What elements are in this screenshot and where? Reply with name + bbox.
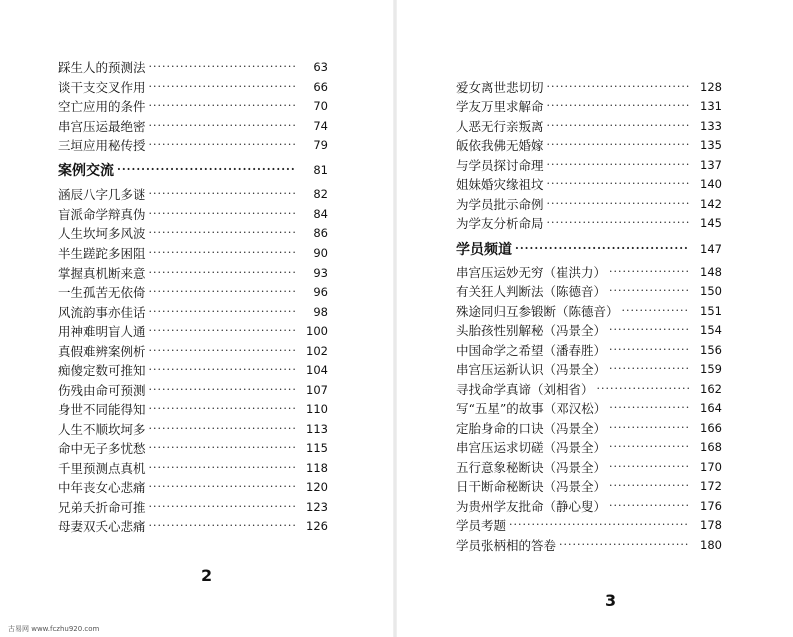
toc-leader-dots bbox=[547, 97, 689, 115]
toc-entry bbox=[58, 478, 328, 496]
toc-leader-dots bbox=[547, 175, 689, 193]
toc-entry-page: 63 bbox=[313, 60, 328, 74]
toc-entry-title: 寻找命学真谛（刘相省） bbox=[456, 382, 594, 397]
toc-entry-page: 98 bbox=[313, 305, 328, 319]
toc-leader-dots bbox=[149, 97, 295, 115]
toc-entry bbox=[456, 419, 722, 437]
toc-entry-page: 81 bbox=[313, 163, 328, 177]
toc-leader-dots bbox=[609, 399, 689, 417]
toc-entry bbox=[58, 136, 328, 154]
toc-entry bbox=[58, 439, 328, 457]
toc-entry-page: 150 bbox=[700, 284, 722, 298]
toc-entry bbox=[58, 97, 328, 115]
toc-entry bbox=[456, 497, 722, 515]
toc-entry-page: 107 bbox=[306, 383, 328, 397]
toc-entry bbox=[456, 380, 722, 398]
toc-entry-page: 154 bbox=[700, 323, 722, 337]
toc-entry bbox=[456, 321, 722, 339]
toc-leader-dots bbox=[609, 321, 689, 339]
toc-entry-page: 131 bbox=[700, 99, 722, 113]
toc-leader-dots bbox=[149, 478, 295, 496]
toc-entry bbox=[456, 214, 722, 232]
toc-entry-page: 137 bbox=[700, 158, 722, 172]
toc-entry-page: 145 bbox=[700, 216, 722, 230]
toc-entry bbox=[456, 360, 722, 378]
toc-entry-page: 164 bbox=[700, 401, 722, 415]
toc-leader-dots bbox=[149, 224, 295, 242]
toc-leader-dots bbox=[559, 536, 689, 554]
toc-entry-title: 学员考题 bbox=[456, 518, 507, 533]
toc-entry bbox=[58, 342, 328, 360]
toc-entry bbox=[58, 185, 328, 203]
toc-entry-page: 79 bbox=[313, 138, 328, 152]
toc-entry bbox=[456, 97, 722, 115]
toc-entry-page: 128 bbox=[700, 80, 722, 94]
toc-entry-page: 148 bbox=[700, 265, 722, 279]
toc-entry-page: 168 bbox=[700, 440, 722, 454]
toc-entry bbox=[58, 400, 328, 418]
toc-entry bbox=[456, 175, 722, 193]
toc-entry-page: 74 bbox=[313, 119, 328, 133]
toc-entry-title: 盲派命学辩真伪 bbox=[58, 207, 146, 222]
toc-entry-title: 五行意象秘断诀（冯景全） bbox=[456, 460, 607, 475]
toc-leader-dots bbox=[149, 517, 295, 535]
toc-entry-page: 166 bbox=[700, 421, 722, 435]
toc-entry bbox=[456, 458, 722, 476]
toc-entry bbox=[456, 477, 722, 495]
toc-entry bbox=[456, 516, 722, 534]
toc-entry-title: 串宫压运新认识（冯景全） bbox=[456, 362, 607, 377]
toc-entry bbox=[58, 459, 328, 477]
toc-entry-title: 真假难辨案例析 bbox=[58, 344, 146, 359]
left-page-number: 2 bbox=[201, 566, 213, 585]
toc-entry bbox=[456, 195, 722, 213]
toc-entry-title: 痴傻定数可推知 bbox=[58, 363, 146, 378]
toc-entry-title: 中年丧女心悲痛 bbox=[58, 480, 146, 495]
toc-leader-dots bbox=[149, 78, 295, 96]
toc-leader-dots bbox=[149, 342, 295, 360]
toc-section-heading bbox=[456, 240, 722, 258]
toc-entry-page: 102 bbox=[306, 344, 328, 358]
toc-entry bbox=[456, 263, 722, 281]
toc-entry-page: 115 bbox=[306, 441, 328, 455]
toc-leader-dots bbox=[117, 161, 295, 179]
toc-entry-title: 定胎身命的口诀（冯景全） bbox=[456, 421, 607, 436]
toc-entry-title: 写“五星”的故事（邓汉松） bbox=[456, 401, 607, 416]
toc-entry-title: 一生孤苦无依倚 bbox=[58, 285, 146, 300]
toc-entry-title: 为学员批示命例 bbox=[456, 197, 544, 212]
toc-entry bbox=[456, 399, 722, 417]
toc-entry bbox=[456, 136, 722, 154]
toc-leader-dots bbox=[622, 302, 689, 320]
toc-leader-dots bbox=[149, 459, 295, 477]
toc-entry-page: 66 bbox=[313, 80, 328, 94]
toc-entry-title: 日干断命秘断诀（冯景全） bbox=[456, 479, 607, 494]
toc-entry-title: 姐妹婚灾缘祖坟 bbox=[456, 177, 544, 192]
toc-entry bbox=[456, 117, 722, 135]
toc-entry-page: 172 bbox=[700, 479, 722, 493]
toc-leader-dots bbox=[149, 117, 295, 135]
toc-entry bbox=[456, 438, 722, 456]
toc-entry-page: 123 bbox=[306, 500, 328, 514]
toc-entry-page: 110 bbox=[306, 402, 328, 416]
toc-leader-dots bbox=[149, 136, 295, 154]
toc-entry bbox=[456, 78, 722, 96]
toc-entry-title: 有关狂人判断法（陈德音） bbox=[456, 284, 607, 299]
toc-entry-title: 串宫压运求切磋（冯景全） bbox=[456, 440, 607, 455]
toc-entry-page: 84 bbox=[313, 207, 328, 221]
toc-entry bbox=[58, 420, 328, 438]
toc-leader-dots bbox=[547, 156, 689, 174]
toc-leader-dots bbox=[609, 458, 689, 476]
toc-entry bbox=[58, 244, 328, 262]
toc-entry-page: 178 bbox=[700, 518, 722, 532]
toc-leader-dots bbox=[149, 400, 295, 418]
toc-entry-title: 半生蹉跎多困阻 bbox=[58, 246, 146, 261]
toc-entry-page: 70 bbox=[313, 99, 328, 113]
toc-entry-page: 159 bbox=[700, 362, 722, 376]
toc-leader-dots bbox=[609, 263, 689, 281]
toc-leader-dots bbox=[609, 341, 689, 359]
toc-entry-page: 176 bbox=[700, 499, 722, 513]
toc-entry-page: 133 bbox=[700, 119, 722, 133]
toc-entry bbox=[58, 361, 328, 379]
toc-leader-dots bbox=[149, 361, 295, 379]
toc-leader-dots bbox=[609, 497, 689, 515]
toc-entry bbox=[58, 322, 328, 340]
toc-entry bbox=[58, 517, 328, 535]
toc-leader-dots bbox=[547, 117, 689, 135]
toc-leader-dots bbox=[609, 282, 689, 300]
toc-entry-title: 爱女离世悲切切 bbox=[456, 80, 544, 95]
toc-entry-page: 118 bbox=[306, 461, 328, 475]
toc-entry bbox=[456, 302, 722, 320]
toc-entry-title: 串宫压运妙无穷（崔洪力） bbox=[456, 265, 607, 280]
toc-entry bbox=[456, 156, 722, 174]
toc-entry-page: 147 bbox=[700, 242, 722, 256]
footer-watermark: 古易网 www.fczhu920.com bbox=[8, 625, 100, 633]
toc-entry-page: 90 bbox=[313, 246, 328, 260]
toc-leader-dots bbox=[597, 380, 689, 398]
toc-leader-dots bbox=[149, 205, 295, 223]
toc-entry bbox=[58, 117, 328, 135]
toc-leader-dots bbox=[547, 214, 689, 232]
toc-entry-page: 142 bbox=[700, 197, 722, 211]
toc-entry-page: 82 bbox=[313, 187, 328, 201]
toc-entry-page: 180 bbox=[700, 538, 722, 552]
toc-leader-dots bbox=[149, 381, 295, 399]
toc-entry-title: 头胎孩性别解秘（冯景全） bbox=[456, 323, 607, 338]
toc-entry-page: 93 bbox=[313, 266, 328, 280]
toc-entry bbox=[58, 205, 328, 223]
toc-leader-dots bbox=[149, 439, 295, 457]
toc-entry-title: 学员张柄相的答卷 bbox=[456, 538, 557, 553]
toc-entry bbox=[58, 224, 328, 242]
toc-leader-dots bbox=[149, 303, 295, 321]
toc-entry-page: 151 bbox=[700, 304, 722, 318]
right-page-number: 3 bbox=[605, 591, 617, 610]
toc-entry-title: 为贵州学友批命（静心叟） bbox=[456, 499, 607, 514]
toc-leader-dots bbox=[149, 420, 295, 438]
toc-entry-page: 100 bbox=[306, 324, 328, 338]
left-page bbox=[0, 0, 390, 637]
toc-entry-page: 162 bbox=[700, 382, 722, 396]
toc-entry bbox=[58, 264, 328, 282]
toc-entry bbox=[58, 283, 328, 301]
toc-entry bbox=[456, 341, 722, 359]
toc-entry-title: 谈干支交叉作用 bbox=[58, 80, 146, 95]
book-gutter bbox=[393, 0, 397, 637]
toc-entry-title: 案例交流 bbox=[58, 163, 114, 179]
toc-entry-page: 104 bbox=[306, 363, 328, 377]
toc-leader-dots bbox=[547, 136, 689, 154]
toc-leader-dots bbox=[149, 58, 295, 76]
toc-entry-title: 殊途同归互参锻断（陈德音） bbox=[456, 304, 619, 319]
toc-entry-title: 空亡应用的条件 bbox=[58, 99, 146, 114]
toc-leader-dots bbox=[547, 78, 689, 96]
toc-entry bbox=[58, 498, 328, 516]
toc-entry-title: 伤残由命可预测 bbox=[58, 383, 146, 398]
toc-entry-page: 86 bbox=[313, 226, 328, 240]
toc-entry bbox=[58, 381, 328, 399]
toc-entry-page: 135 bbox=[700, 138, 722, 152]
toc-entry-title: 学友万里求解命 bbox=[456, 99, 544, 114]
toc-leader-dots bbox=[515, 240, 689, 258]
toc-entry bbox=[58, 58, 328, 76]
toc-entry-title: 身世不同能得知 bbox=[58, 402, 146, 417]
toc-entry-title: 为学友分析命局 bbox=[456, 216, 544, 231]
toc-entry-page: 140 bbox=[700, 177, 722, 191]
toc-entry-title: 人恶无行亲叛离 bbox=[456, 119, 544, 134]
toc-entry-page: 120 bbox=[306, 480, 328, 494]
toc-entry-title: 皈依我佛无婚嫁 bbox=[456, 138, 544, 153]
toc-entry-page: 156 bbox=[700, 343, 722, 357]
toc-entry-title: 与学员探讨命理 bbox=[456, 158, 544, 173]
right-page bbox=[400, 0, 793, 637]
toc-entry bbox=[456, 282, 722, 300]
toc-section-heading bbox=[58, 161, 328, 179]
toc-leader-dots bbox=[609, 477, 689, 495]
toc-leader-dots bbox=[609, 360, 689, 378]
toc-entry-title: 中国命学之希望（潘春胜） bbox=[456, 343, 607, 358]
toc-entry-title: 命中无子多忧愁 bbox=[58, 441, 146, 456]
toc-leader-dots bbox=[609, 438, 689, 456]
toc-leader-dots bbox=[609, 419, 689, 437]
toc-entry-title: 三垣应用秘传授 bbox=[58, 138, 146, 153]
toc-leader-dots bbox=[149, 244, 295, 262]
toc-leader-dots bbox=[149, 498, 295, 516]
toc-entry bbox=[456, 536, 722, 554]
toc-entry-title: 人生不顺坎坷多 bbox=[58, 422, 146, 437]
toc-entry-page: 113 bbox=[306, 422, 328, 436]
toc-entry-title: 千里预测点真机 bbox=[58, 461, 146, 476]
toc-entry-title: 人生坎坷多风波 bbox=[58, 226, 146, 241]
toc-entry-title: 涵辰八字几多谜 bbox=[58, 187, 146, 202]
toc-leader-dots bbox=[149, 283, 295, 301]
toc-entry-title: 兄弟夭折命可推 bbox=[58, 500, 146, 515]
toc-leader-dots bbox=[149, 322, 295, 340]
toc-entry-title: 掌握真机断来意 bbox=[58, 266, 146, 281]
toc-entry bbox=[58, 78, 328, 96]
toc-entry-page: 170 bbox=[700, 460, 722, 474]
toc-entry bbox=[58, 303, 328, 321]
toc-leader-dots bbox=[149, 185, 295, 203]
toc-leader-dots bbox=[547, 195, 689, 213]
toc-entry-title: 用神难明盲人通 bbox=[58, 324, 146, 339]
toc-leader-dots bbox=[509, 516, 689, 534]
toc-entry-page: 126 bbox=[306, 519, 328, 533]
toc-entry-title: 母妻双夭心悲痛 bbox=[58, 519, 146, 534]
toc-entry-title: 风流韵事亦佳话 bbox=[58, 305, 146, 320]
toc-leader-dots bbox=[149, 264, 295, 282]
toc-entry-title: 串宫压运最绝密 bbox=[58, 119, 146, 134]
toc-entry-title: 学员频道 bbox=[456, 242, 512, 258]
toc-entry-page: 96 bbox=[313, 285, 328, 299]
toc-entry-title: 踩生人的预测法 bbox=[58, 60, 146, 75]
